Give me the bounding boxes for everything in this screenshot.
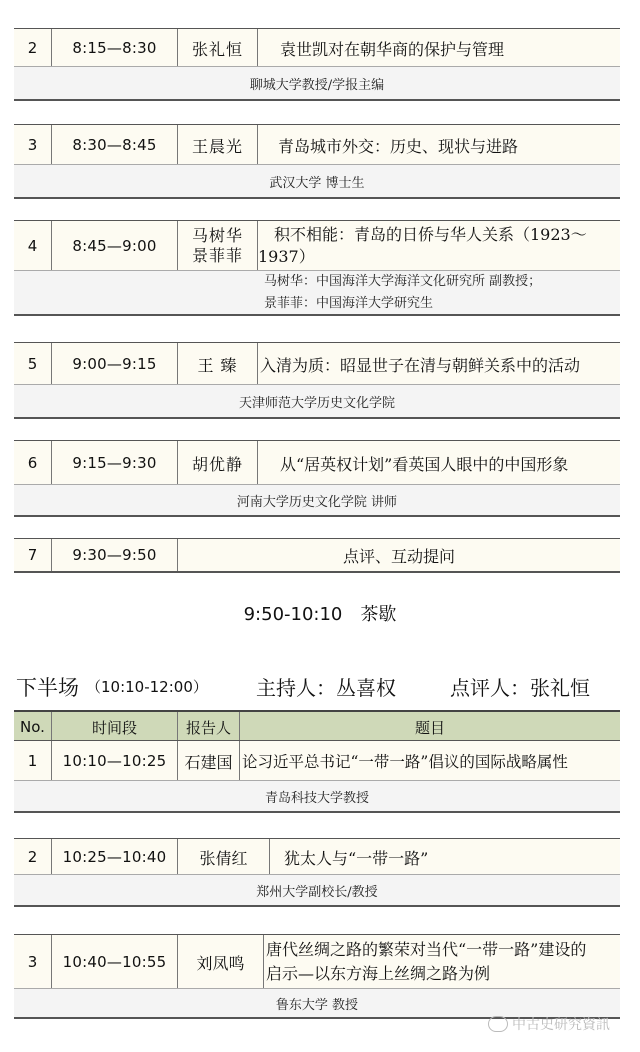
speaker-name: 胡优静 [178, 441, 258, 485]
table-header [14, 710, 620, 742]
talk-title-line: 启示—以东方海上丝绸之路为例 [266, 964, 491, 983]
table-row [14, 28, 620, 67]
time-slot: 8:45—9:00 [52, 221, 178, 271]
time-slot: 9:00—9:15 [52, 343, 178, 385]
header-title: 题目 [414, 718, 445, 737]
time-slot: 9:30—9:50 [52, 539, 178, 571]
header-time: 时间段 [52, 712, 178, 742]
talk-title-line: 积不相能：青岛的日侨与华人关系（1923～ [274, 225, 587, 244]
talk-title [258, 221, 620, 271]
affiliation [14, 270, 620, 316]
speaker-name: 王 臻 [178, 343, 258, 385]
row-number: 7 [14, 539, 52, 571]
talk-title: 入清为质：昭显世子在清与朝鲜关系中的活动 [260, 355, 581, 375]
table-row [14, 740, 620, 781]
reviewer: 点评人：张礼恒 [450, 676, 590, 700]
speaker-names [178, 221, 258, 271]
row-number: 6 [14, 441, 52, 485]
table-row [14, 440, 620, 485]
affiliation: 天津师范大学历史文化学院 [14, 384, 620, 419]
table-row [14, 124, 620, 165]
tea-break: 9:50-10:10 茶歇 [243, 604, 397, 625]
speaker-name: 石建国 [178, 741, 240, 781]
speaker-name: 景菲菲 [191, 246, 243, 265]
speaker-name: 张礼恒 [178, 29, 258, 67]
speaker-name: 张倩红 [178, 839, 270, 875]
affiliation-line: 景菲菲：中国海洋大学研究生 [264, 295, 434, 311]
row-number: 1 [14, 741, 52, 781]
second-half-heading [16, 672, 626, 700]
header-speaker: 报告人 [178, 712, 240, 742]
time-slot: 8:15—8:30 [52, 29, 178, 67]
section-time: （10:10-12:00） [86, 678, 208, 696]
affiliation: 河南大学历史文化学院 讲师 [14, 484, 620, 517]
talk-title: 点评、互动提问 [342, 546, 455, 566]
talk-title [264, 935, 620, 989]
row-number: 2 [14, 29, 52, 67]
talk-title: 论习近平总书记“一带一路”倡议的国际战略属性 [242, 753, 568, 771]
speaker-name: 王晨光 [178, 125, 258, 165]
row-number: 3 [14, 125, 52, 165]
table-row [14, 342, 620, 385]
affiliation: 青岛科技大学教授 [14, 780, 620, 813]
affiliation: 郑州大学副校长/教授 [14, 874, 620, 907]
talk-title-line: 1937） [258, 247, 315, 266]
speaker-name: 马树华 [191, 226, 243, 245]
talk-title: 从“居英权计划”看英国人眼中的中国形象 [280, 454, 569, 474]
time-slot: 9:15—9:30 [52, 441, 178, 485]
watermark-text: 中古史研究資訊 [512, 1017, 610, 1033]
time-slot: 10:25—10:40 [52, 839, 178, 875]
watermark [488, 1014, 610, 1034]
speaker-name: 刘凤鸣 [178, 935, 264, 989]
row-number: 5 [14, 343, 52, 385]
time-slot: 10:40—10:55 [52, 935, 178, 989]
affiliation: 武汉大学 博士生 [14, 164, 620, 199]
time-slot: 10:10—10:25 [52, 741, 178, 781]
row-number: 2 [14, 839, 52, 875]
table-row [14, 838, 620, 875]
time-slot: 8:30—8:45 [52, 125, 178, 165]
table-row [14, 538, 620, 573]
talk-title-line: 唐代丝绸之路的繁荣对当代“一带一路”建设的 [266, 940, 587, 959]
row-number: 3 [14, 935, 52, 989]
table-row [14, 934, 620, 989]
header-no: No. [14, 712, 52, 742]
talk-title: 青岛城市外交：历史、现状与进路 [278, 136, 519, 156]
affiliation-line: 马树华：中国海洋大学海洋文化研究所 副教授； [264, 273, 542, 289]
row-number: 4 [14, 221, 52, 271]
section-label: 下半场 [16, 676, 79, 700]
affiliation: 聊城大学教授/学报主编 [14, 66, 620, 101]
table-row [14, 220, 620, 271]
talk-title: 袁世凯对在朝华商的保护与管理 [280, 39, 505, 59]
host: 主持人：丛喜权 [256, 676, 396, 700]
affiliation: 鲁东大学 教授 [14, 988, 620, 1019]
wechat-icon [488, 1016, 508, 1032]
talk-title: 犹太人与“一带一路” [284, 848, 429, 868]
